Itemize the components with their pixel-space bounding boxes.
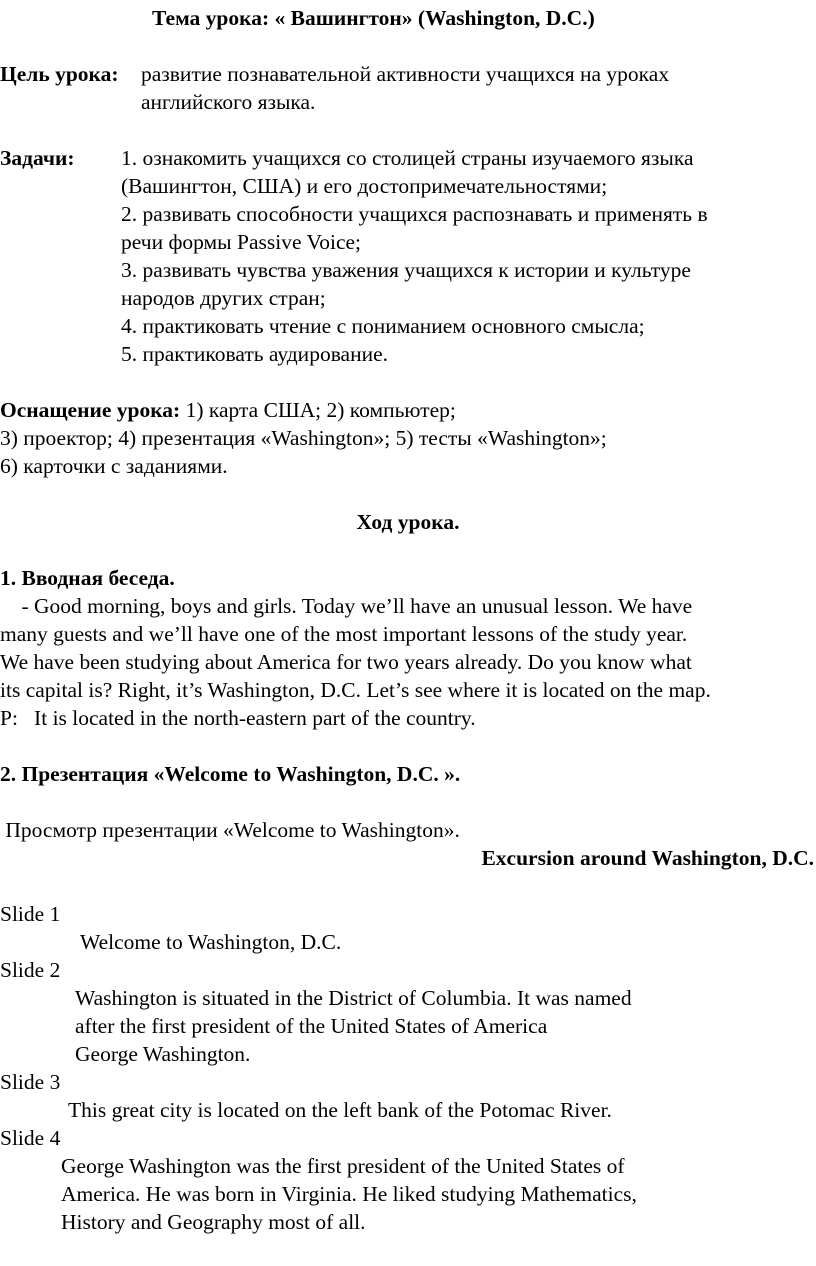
section1-text-line: P: It is located in the north-eastern part of the country. — [0, 706, 476, 730]
task-line: народов других стран; — [121, 286, 326, 310]
equipment-line2: 3) проектор; 4) презентация «Washington»; 5) тесты «Washington»; — [0, 426, 607, 450]
section1-heading: 1. Вводная беседа. — [0, 566, 175, 590]
task-line: (Вашингтон, США) и его достопримечательностями; — [121, 174, 608, 198]
goal-text-line2: английского языка. — [141, 90, 316, 114]
task-line: 5. практиковать аудирование. — [121, 342, 389, 366]
page-title: Тема урока: « Вашингтон» (Washington, D.C.) — [152, 6, 595, 30]
section1-text-line: - Good morning, boys and girls. Today we’ll have an unusual lesson. We have — [0, 594, 693, 618]
slide-label: Slide 3 — [0, 1070, 61, 1094]
task-line: 1. ознакомить учащихся со столицей страны изучаемого языка — [121, 146, 694, 170]
excursion-title: Excursion around Washington, D.C. — [481, 846, 814, 870]
slide-text-line: History and Geography most of all. — [61, 1210, 366, 1234]
slide-label: Slide 2 — [0, 958, 61, 982]
slide-text-line: Welcome to Washington, D.C. — [80, 930, 342, 954]
section1-text-line: many guests and we’ll have one of the most important lessons of the study year. — [0, 622, 688, 646]
task-line: речи формы Passive Voice; — [121, 230, 362, 254]
tasks-label: Задачи: — [0, 146, 75, 170]
slide-text-line: America. He was born in Virginia. He liked studying Mathematics, — [61, 1182, 637, 1206]
slide-text-line: This great city is located on the left bank of the Potomac River. — [68, 1098, 612, 1122]
slide-text-line: Washington is situated in the District of Columbia. It was named — [75, 986, 632, 1010]
slide-text-line: after the first president of the United States of America — [75, 1014, 548, 1038]
section2-intro: Просмотр презентации «Welcome to Washington». — [0, 818, 460, 842]
section1-text-line: We have been studying about America for two years already. Do you know what — [0, 650, 692, 674]
equipment-line3: 6) карточки с заданиями. — [0, 454, 228, 478]
lesson-heading: Ход урока. — [356, 510, 460, 534]
goal-text-line1: развитие познавательной активности учащихся на уроках — [141, 62, 670, 86]
slide-label: Slide 1 — [0, 902, 61, 926]
task-line: 4. практиковать чтение с пониманием основного смысла; — [121, 314, 645, 338]
equipment-label: Оснащение урока: — [0, 398, 181, 422]
goal-label: Цель урока: — [0, 62, 119, 86]
task-line: 2. развивать способности учащихся распознавать и применять в — [121, 202, 708, 226]
section1-text-line: its capital is? Right, it’s Washington, D.C. Let’s see where it is located on the map. — [0, 678, 711, 702]
slide-text-line: George Washington was the first president of the United States of — [61, 1154, 625, 1178]
equipment-text: 1) карта США; 2) компьютер; — [180, 398, 456, 422]
slide-label: Slide 4 — [0, 1126, 61, 1150]
task-line: 3. развивать чувства уважения учащихся к истории и культуре — [121, 258, 691, 282]
section2-heading: 2. Презентация «Welcome to Washington, D.C. ». — [0, 762, 461, 786]
equipment-line1 — [0, 396, 456, 424]
slide-text-line: George Washington. — [75, 1042, 251, 1066]
